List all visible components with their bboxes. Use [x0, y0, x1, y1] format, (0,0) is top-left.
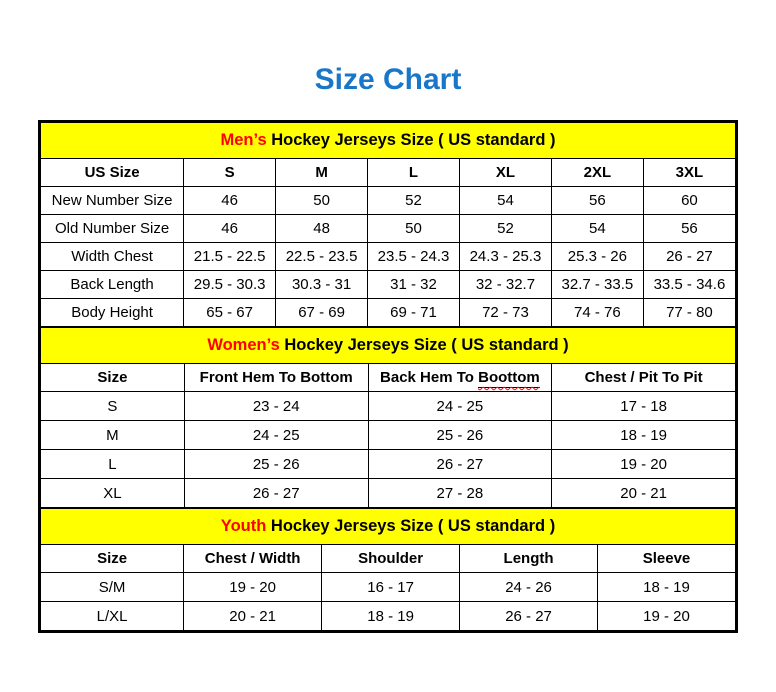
- size-value-cell: 20 - 21: [184, 602, 322, 631]
- youth-section-banner: [41, 509, 736, 545]
- size-value-cell: 26 - 27: [368, 450, 552, 479]
- size-value-cell: 21.5 - 22.5: [184, 243, 276, 271]
- womens-banner-highlight: Women’s: [207, 336, 280, 354]
- size-value-cell: 24 - 25: [184, 421, 368, 450]
- womens-banner-text: Hockey Jerseys Size ( US standard ): [279, 336, 569, 354]
- size-value-cell: 56: [643, 215, 735, 243]
- table-row: [41, 299, 736, 327]
- table-row: [41, 187, 736, 215]
- mens-banner-text: Hockey Jerseys Size ( US standard ): [266, 131, 556, 149]
- row-label: XL: [41, 479, 185, 508]
- column-header: Chest / Pit To Pit: [552, 364, 736, 392]
- table-row: [41, 243, 736, 271]
- row-label: New Number Size: [41, 187, 184, 215]
- row-label: Old Number Size: [41, 215, 184, 243]
- size-value-cell: 33.5 - 34.6: [643, 271, 735, 299]
- mens-size-table: [40, 122, 736, 327]
- row-label: Back Length: [41, 271, 184, 299]
- youth-banner-text: Hockey Jerseys Size ( US standard ): [266, 517, 556, 535]
- size-value-cell: 48: [276, 215, 368, 243]
- row-label: S/M: [41, 573, 184, 602]
- size-value-cell: 25.3 - 26: [551, 243, 643, 271]
- column-header: 3XL: [643, 159, 735, 187]
- size-value-cell: 18 - 19: [552, 421, 736, 450]
- youth-banner-row: [41, 509, 736, 545]
- column-header: Shoulder: [322, 545, 460, 573]
- column-header: S: [184, 159, 276, 187]
- column-header: US Size: [41, 159, 184, 187]
- womens-banner-row: [41, 328, 736, 364]
- row-label: L/XL: [41, 602, 184, 631]
- misspelled-word: Boottom: [478, 369, 540, 386]
- mens-banner-highlight: Men’s: [220, 131, 267, 149]
- size-value-cell: 32.7 - 33.5: [551, 271, 643, 299]
- size-value-cell: 54: [551, 215, 643, 243]
- size-value-cell: 67 - 69: [276, 299, 368, 327]
- size-value-cell: 19 - 20: [552, 450, 736, 479]
- size-value-cell: 23 - 24: [184, 392, 368, 421]
- column-header: 2XL: [551, 159, 643, 187]
- size-value-cell: 50: [276, 187, 368, 215]
- page-title: Size Chart: [314, 63, 462, 96]
- size-value-cell: 29.5 - 30.3: [184, 271, 276, 299]
- column-header: XL: [459, 159, 551, 187]
- table-row: [41, 602, 736, 631]
- size-chart-container: [38, 120, 738, 633]
- youth-size-table: [40, 508, 736, 631]
- size-value-cell: 17 - 18: [552, 392, 736, 421]
- table-row: [41, 573, 736, 602]
- size-value-cell: 24.3 - 25.3: [459, 243, 551, 271]
- size-value-cell: 50: [368, 215, 460, 243]
- size-value-cell: 26 - 27: [184, 479, 368, 508]
- row-label: Body Height: [41, 299, 184, 327]
- size-value-cell: 27 - 28: [368, 479, 552, 508]
- row-label: S: [41, 392, 185, 421]
- size-value-cell: 18 - 19: [598, 573, 736, 602]
- size-value-cell: 19 - 20: [598, 602, 736, 631]
- table-row: [41, 450, 736, 479]
- column-header: Size: [41, 364, 185, 392]
- size-value-cell: 24 - 25: [368, 392, 552, 421]
- column-header: M: [276, 159, 368, 187]
- womens-header-row: [41, 364, 736, 392]
- size-value-cell: 60: [643, 187, 735, 215]
- size-value-cell: 30.3 - 31: [276, 271, 368, 299]
- row-label: M: [41, 421, 185, 450]
- youth-banner-highlight: Youth: [220, 517, 267, 535]
- column-header: Back Hem To Boottom: [368, 364, 552, 392]
- size-value-cell: 52: [459, 215, 551, 243]
- size-value-cell: 46: [184, 215, 276, 243]
- size-value-cell: 19 - 20: [184, 573, 322, 602]
- size-value-cell: 26 - 27: [643, 243, 735, 271]
- table-row: [41, 271, 736, 299]
- mens-banner-row: [41, 123, 736, 159]
- size-value-cell: 25 - 26: [368, 421, 552, 450]
- column-header: Front Hem To Bottom: [184, 364, 368, 392]
- column-header: Chest / Width: [184, 545, 322, 573]
- column-header: L: [368, 159, 460, 187]
- womens-section-banner: [41, 328, 736, 364]
- size-value-cell: 46: [184, 187, 276, 215]
- size-value-cell: 20 - 21: [552, 479, 736, 508]
- column-header: Sleeve: [598, 545, 736, 573]
- size-value-cell: 31 - 32: [368, 271, 460, 299]
- row-label: L: [41, 450, 185, 479]
- table-row: [41, 421, 736, 450]
- size-value-cell: 74 - 76: [551, 299, 643, 327]
- mens-section-banner: [41, 123, 736, 159]
- size-value-cell: 77 - 80: [643, 299, 735, 327]
- size-value-cell: 26 - 27: [460, 602, 598, 631]
- table-row: [41, 215, 736, 243]
- size-value-cell: 65 - 67: [184, 299, 276, 327]
- size-value-cell: 72 - 73: [459, 299, 551, 327]
- table-row: [41, 479, 736, 508]
- youth-header-row: [41, 545, 736, 573]
- row-label: Width Chest: [41, 243, 184, 271]
- size-value-cell: 52: [368, 187, 460, 215]
- size-value-cell: 16 - 17: [322, 573, 460, 602]
- size-value-cell: 25 - 26: [184, 450, 368, 479]
- table-row: [41, 392, 736, 421]
- size-value-cell: 69 - 71: [368, 299, 460, 327]
- size-value-cell: 18 - 19: [322, 602, 460, 631]
- mens-header-row: [41, 159, 736, 187]
- womens-size-table: [40, 327, 736, 508]
- column-header: Length: [460, 545, 598, 573]
- size-value-cell: 23.5 - 24.3: [368, 243, 460, 271]
- size-value-cell: 22.5 - 23.5: [276, 243, 368, 271]
- size-value-cell: 32 - 32.7: [459, 271, 551, 299]
- size-value-cell: 56: [551, 187, 643, 215]
- size-value-cell: 24 - 26: [460, 573, 598, 602]
- size-value-cell: 54: [459, 187, 551, 215]
- column-header: Size: [41, 545, 184, 573]
